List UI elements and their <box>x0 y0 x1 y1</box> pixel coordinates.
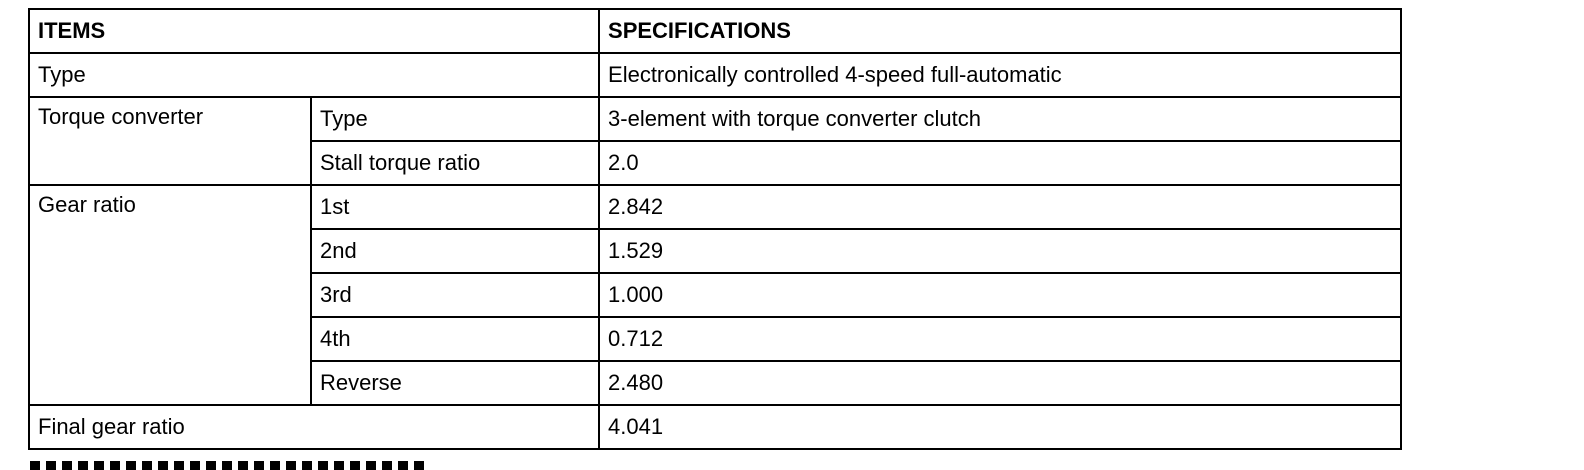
gear-2nd-label: 2nd <box>311 229 599 273</box>
torque-converter-value: 3-element with torque converter clutch <box>599 97 1401 141</box>
gear-1st-label: 1st <box>311 185 599 229</box>
type-value: Electronically controlled 4-speed full-automatic <box>599 53 1401 97</box>
table-row <box>29 405 1401 449</box>
torque-converter-sub-label: Type <box>311 97 599 141</box>
stall-torque-ratio-label: Stall torque ratio <box>311 141 599 185</box>
header-items: ITEMS <box>29 9 599 53</box>
table-row <box>29 97 1401 141</box>
gear-3rd-value: 1.000 <box>599 273 1401 317</box>
gear-4th-label: 4th <box>311 317 599 361</box>
torque-converter-label: Torque converter <box>29 97 311 185</box>
gear-ratio-label: Gear ratio <box>29 185 311 405</box>
table-row <box>29 53 1401 97</box>
gear-4th-value: 0.712 <box>599 317 1401 361</box>
gear-3rd-label: 3rd <box>311 273 599 317</box>
specifications-table <box>28 8 1402 450</box>
header-specifications: SPECIFICATIONS <box>599 9 1401 53</box>
type-label: Type <box>29 53 599 97</box>
stall-torque-ratio-value: 2.0 <box>599 141 1401 185</box>
gear-1st-value: 2.842 <box>599 185 1401 229</box>
table-header-row <box>29 9 1401 53</box>
table-row <box>29 185 1401 229</box>
final-gear-ratio-value: 4.041 <box>599 405 1401 449</box>
cropped-text-line <box>30 458 450 470</box>
gear-2nd-value: 1.529 <box>599 229 1401 273</box>
gear-reverse-value: 2.480 <box>599 361 1401 405</box>
final-gear-ratio-label: Final gear ratio <box>29 405 599 449</box>
gear-reverse-label: Reverse <box>311 361 599 405</box>
